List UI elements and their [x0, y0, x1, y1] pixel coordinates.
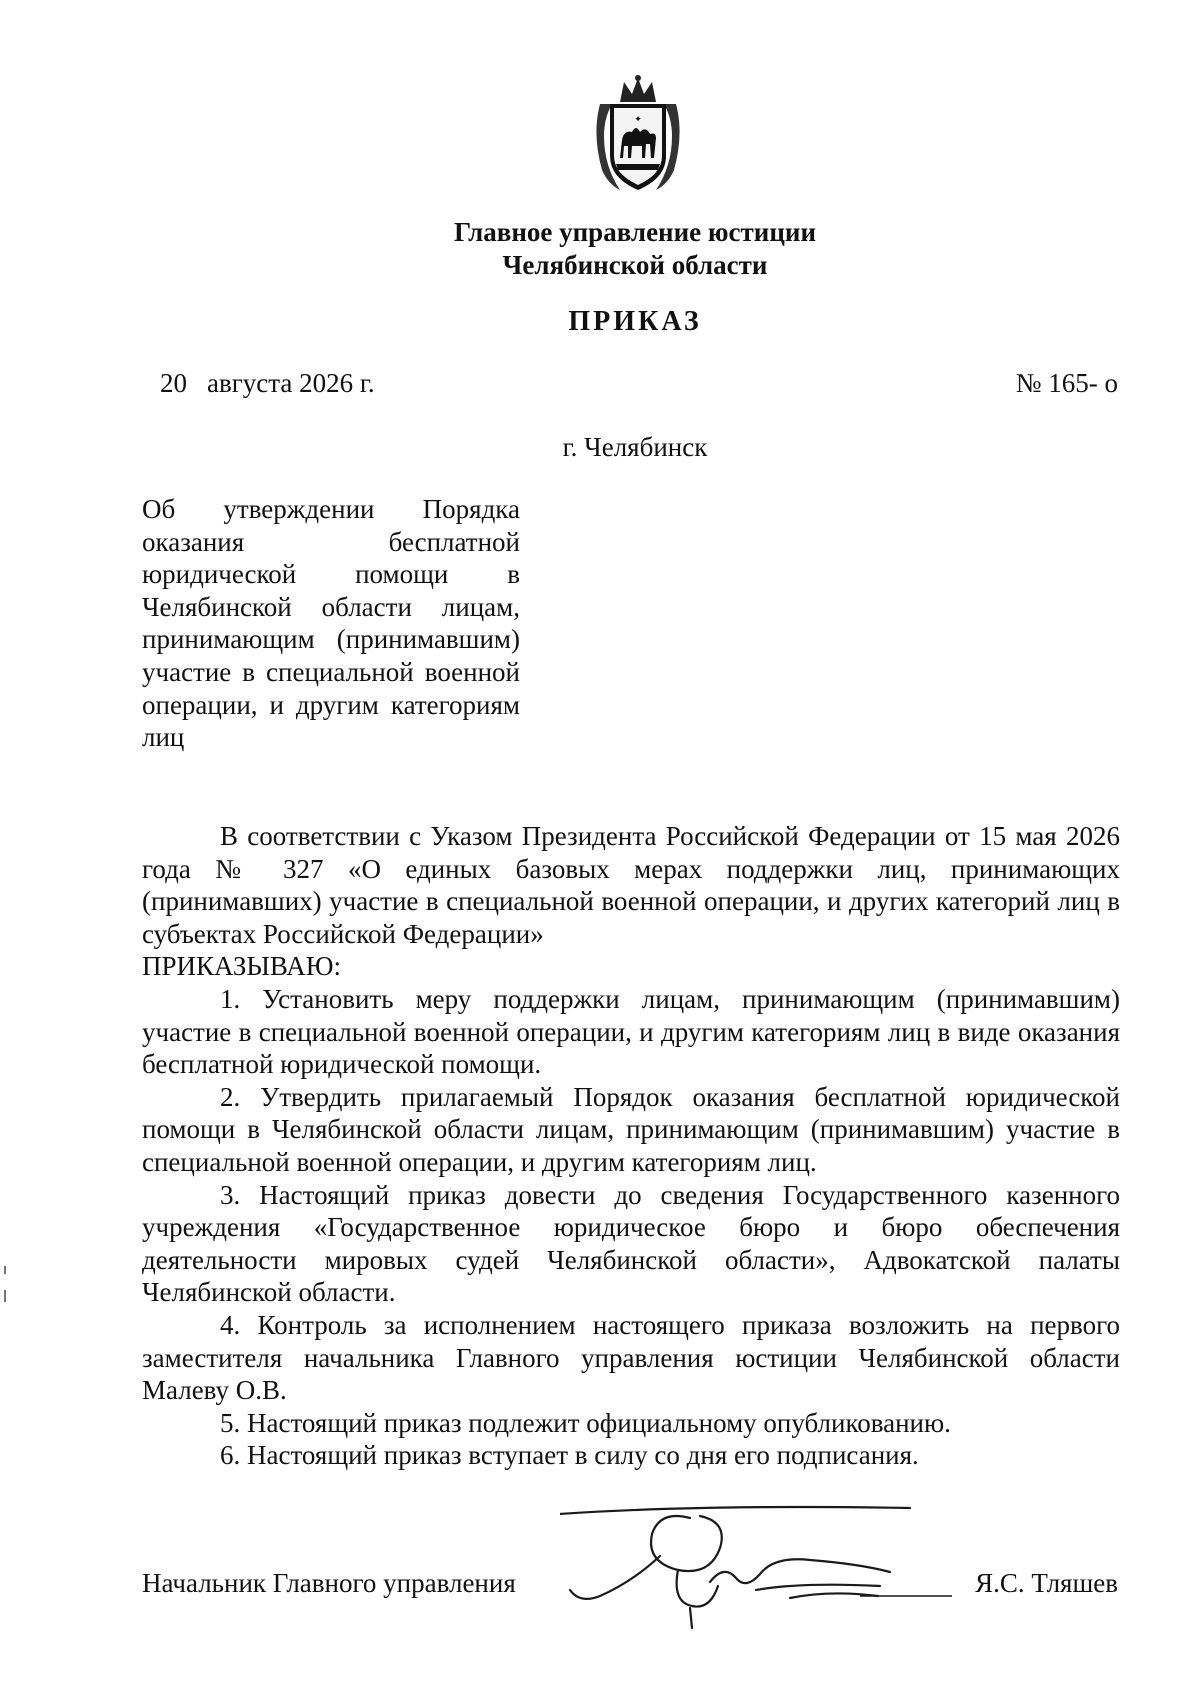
- document-city: г. Челябинск: [562, 432, 708, 462]
- order-item-5: 5. Настоящий приказ подлежит официальному опубликованию.: [220, 1407, 951, 1438]
- handwritten-signature-icon: [560, 1486, 960, 1636]
- organization-line-1: Главное управление юстиции: [453, 217, 817, 247]
- signatory-name: Я.С. Тляшев: [975, 1568, 1118, 1598]
- document-subject: Об утверждении Порядка оказания бесплатной юридической помощи в Челябинской области лицам, принимающим (принимавшим) участие в специальной военной операции, и другим категориям лиц: [142, 494, 520, 753]
- document-body: [142, 820, 1120, 1472]
- svg-text:✦: ✦: [634, 115, 642, 125]
- organization-name: [330, 216, 940, 282]
- document-date: [160, 368, 375, 399]
- coat-of-arms-icon: [590, 74, 686, 196]
- scan-edge-mark: [4, 1290, 6, 1302]
- document-type: ПРИКАЗ: [568, 306, 702, 337]
- order-item-6: 6. Настоящий приказ вступает в силу со дня его подписания.: [220, 1440, 919, 1471]
- date-month-year: августа 2026 г.: [207, 368, 375, 398]
- order-item-1: 1. Установить меру поддержки лицам, принимающим (принимавшим) участие в специальной военной операции, и другим категориям лиц в виде оказания бесплатной юридической помощи.: [142, 983, 1120, 1080]
- order-item-4: 4. Контроль за исполнением настоящего приказа возложить на первого заместителя начальника Главного управления юстиции Челябинской области Малеву О.В.: [142, 1309, 1120, 1406]
- document-number: № 165- о: [1015, 368, 1118, 398]
- preamble: В соответствии с Указом Президента Российской Федерации от 15 мая 2026 года № 327 «О единых базовых мерах поддержки лиц, принимающих (принимавших) участие в специальной военной операции, и других категорий лиц в субъектах Российской Федерации»: [142, 821, 1120, 949]
- scan-edge-mark: [4, 1266, 6, 1274]
- order-word: ПРИКАЗЫВАЮ:: [142, 951, 341, 982]
- order-item-3: 3. Настоящий приказ довести до сведения Государственного казенного учреждения «Государственное юридическое бюро и бюро обеспечения деятельности мировых судей Челябинской области», Адвокатской палаты Челябинской области.: [142, 1179, 1120, 1308]
- date-day: 20: [160, 368, 187, 398]
- order-item-2: 2. Утвердить прилагаемый Порядок оказания бесплатной юридической помощи в Челябинской области лицам, принимающим (принимавшим) участие в специальной военной операции, и другим категориям лиц.: [142, 1081, 1120, 1177]
- organization-line-2: Челябинской области: [502, 250, 768, 280]
- signatory-title: Начальник Главного управления: [142, 1568, 516, 1598]
